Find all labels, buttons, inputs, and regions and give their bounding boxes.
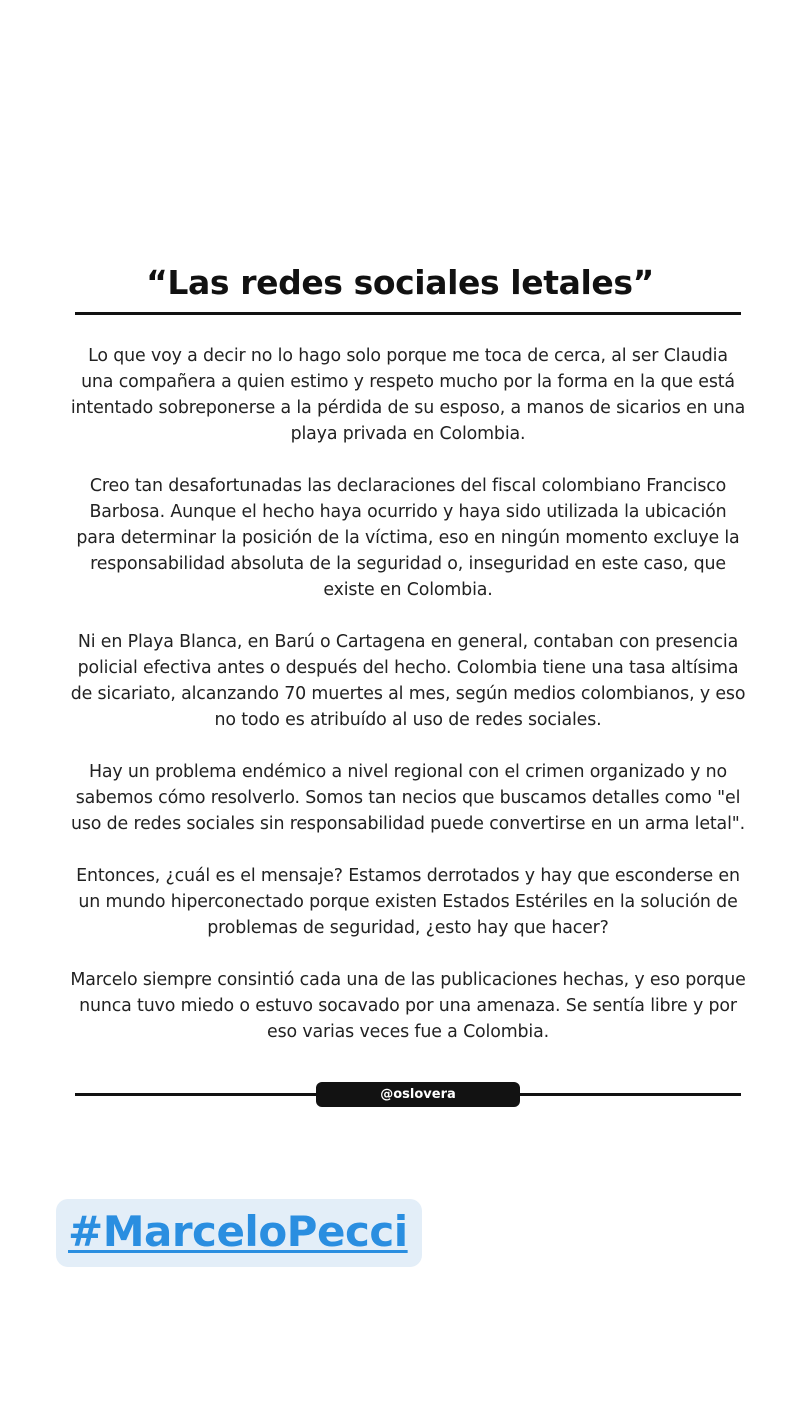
title-divider [75, 312, 741, 315]
author-handle-badge: @oslovera [316, 1082, 520, 1107]
article-paragraph-1: Lo que voy a decir no lo hago solo porque me toca de cerca, al ser Claudia una compañera a quien estimo y respeto mucho por la forma en la que está intentado sobreponerse a la pérdida de su esposo, a manos de sicarios en una playa privada en Colombia. [70, 346, 746, 444]
hashtag-link[interactable]: #MarceloPecci [68, 1207, 408, 1256]
hashtag-sticker[interactable] [56, 1199, 422, 1267]
article-title: “Las redes sociales letales” [146, 263, 654, 302]
article-paragraph-5: Entonces, ¿cuál es el mensaje? Estamos derrotados y hay que esconderse en un mundo hiperconectado porque existen Estados Estériles en la solución de problemas de seguridad, ¿esto hay que hacer? [76, 866, 740, 938]
article-body [70, 343, 746, 1071]
article-paragraph-2: Creo tan desafortunadas las declaraciones del fiscal colombiano Francisco Barbosa. Aunque el hecho haya ocurrido y haya sido utilizada la ubicación para determinar la posición de la víctima, eso en ningún momento excluye la responsabilidad absoluta de la seguridad o, inseguridad en este caso, que existe en Colombia. [76, 476, 740, 600]
article-paragraph-3: Ni en Playa Blanca, en Barú o Cartagena en general, contaban con presencia policial efectiva antes o después del hecho. Colombia tiene una tasa altísima de sicariato, alcanzando 70 muertes al mes, según medios colombianos, y eso no todo es atribuído al uso de redes sociales. [70, 632, 746, 730]
article-paragraph-4: Hay un problema endémico a nivel regional con el crimen organizado y no sabemos cómo resolverlo. Somos tan necios que buscamos detalles como "el uso de redes sociales sin responsabilidad puede convertirse en un arma letal". [71, 762, 745, 834]
article-paragraph-6: Marcelo siempre consintió cada una de las publicaciones hechas, y eso porque nunca tuvo miedo o estuvo socavado por una amenaza. Se sentía libre y por eso varias veces fue a Colombia. [70, 970, 746, 1042]
